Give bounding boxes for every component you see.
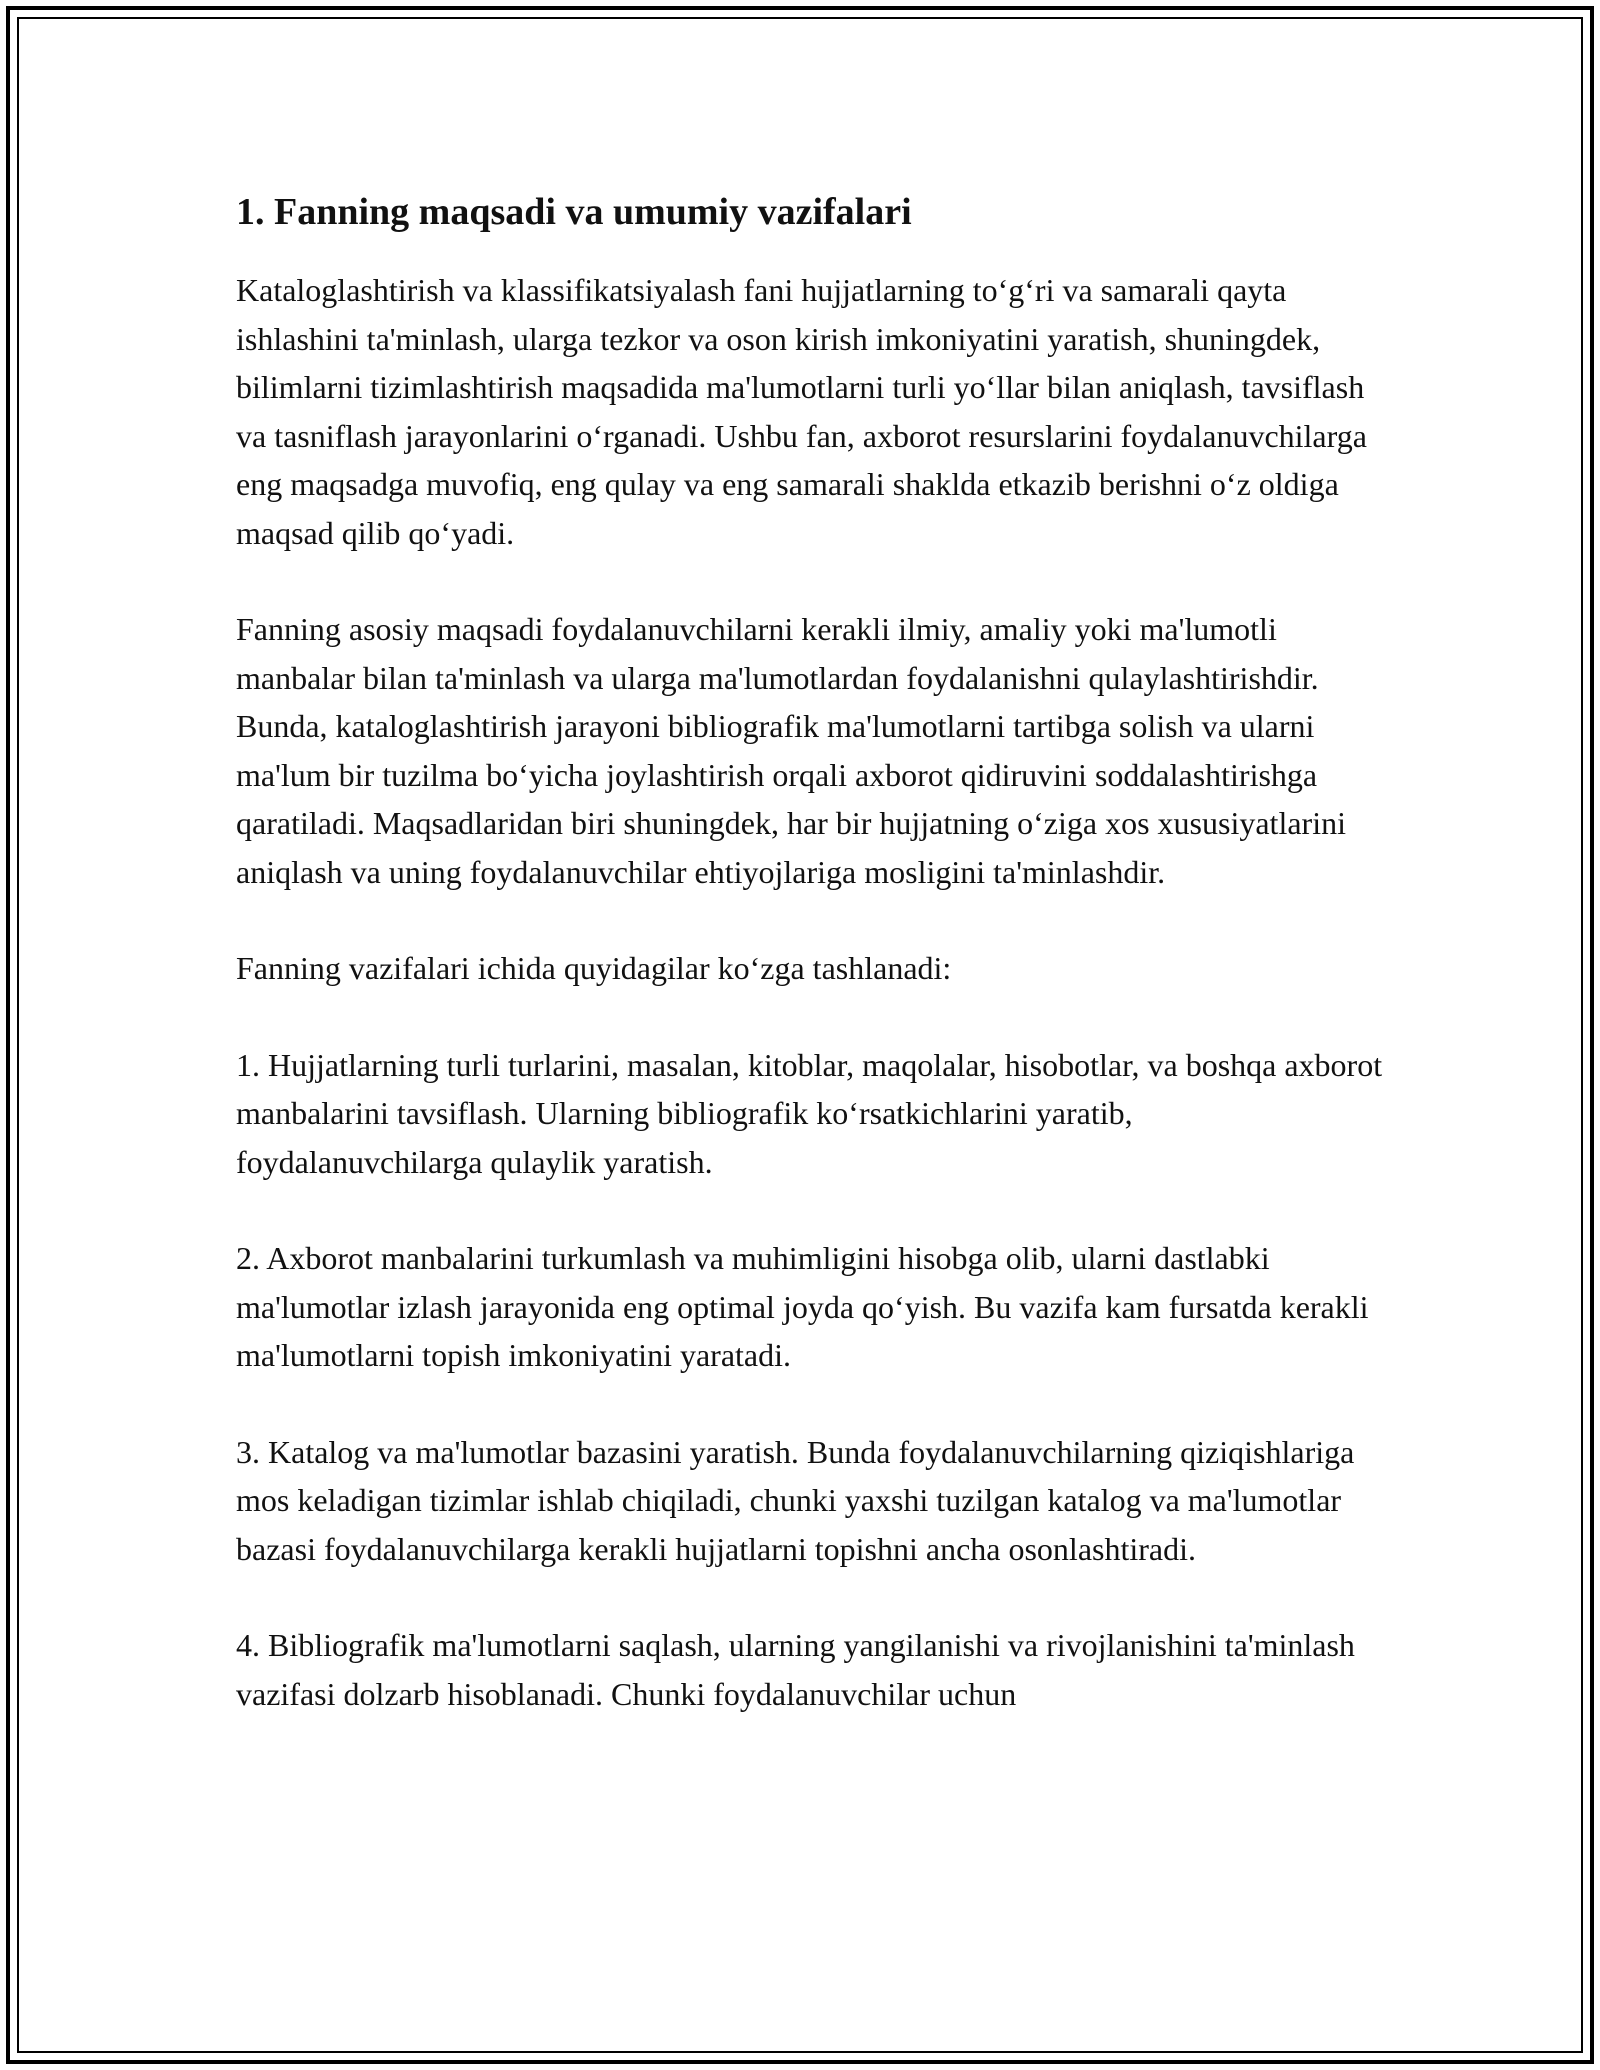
paragraph-intro: Kataloglashtirish va klassifikatsiyalash fani hujjatlarning to‘g‘ri va samarali qayta ishlashini ta'minlash, ularga tezkor va oson kirish imkoniyatini yaratish, shuningdek, bilimlarni tizimlashtirish maqsadida ma'lumotlarni turli yo‘llar bilan aniqlash, tavsiflash va tasniflash jarayonlarini o‘rganadi. Ushbu fan, axborot resurslarini foydalanuvchilarga eng maqsadga muvofiq, eng qulay va eng samarali shaklda etkazib berishni o‘z oldiga maqsad qilib qo‘yadi. [236,272,1367,551]
list-item-task-1: 1. Hujjatlarning turli turlarini, masalan, kitoblar, maqolalar, hisobotlar, va boshqa axborot manbalarini tavsiflash. Ularning bibliografik ko‘rsatkichlarini yaratib, foydalanuvchilarga qulaylik yaratish. [236,1046,1383,1180]
paragraph-main-goal: Fanning asosiy maqsadi foydalanuvchilarni kerakli ilmiy, amaliy yoki ma'lumotli manbalar bilan ta'minlash va ularga ma'lumotlardan foydalanishni qulaylashtirishdir. Bunda, kataloglashtirish jarayoni bibliografik ma'lumotlarni tartibga solish va ularni ma'lum bir tuzilma bo‘yicha joylashtirish orqali axborot qidiruvini soddalashtirishga qaratiladi. Maqsadlaridan biri shuningdek, har bir hujjatning o‘ziga xos xususiyatlarini aniqlash va uning foydalanuvchilar ehtiyojlariga mosligini ta'minlashdir. [236,611,1346,890]
document-body [236,186,1386,1718]
paragraph-tasks-intro: Fanning vazifalari ichida quyidagilar ko‘zga tashlanadi: [236,950,952,986]
list-item-task-3: 3. Katalog va ma'lumotlar bazasini yaratish. Bunda foydalanuvchilarning qiziqishlariga mos keladigan tizimlar ishlab chiqiladi, chunki yaxshi tuzilgan katalog va ma'lumotlar bazasi foydalanuvchilarga kerakli hujjatlarni topishni ancha osonlashtiradi. [236,1433,1355,1567]
section-heading: 1. Fanning maqsadi va umumiy vazifalari [236,191,912,233]
list-item-task-4: 4. Bibliografik ma'lumotlarni saqlash, ularning yangilanishi va rivojlanishini ta'minlash vazifasi dolzarb hisoblanadi. Chunki foydalanuvchilar uchun [236,1627,1355,1712]
list-item-task-2: 2. Axborot manbalarini turkumlash va muhimligini hisobga olib, ularni dastlabki ma'lumotlar izlash jarayonida eng optimal joyda qo‘yish. Bu vazifa kam fursatda kerakli ma'lumotlarni topish imkoniyatini yaratadi. [236,1240,1369,1373]
